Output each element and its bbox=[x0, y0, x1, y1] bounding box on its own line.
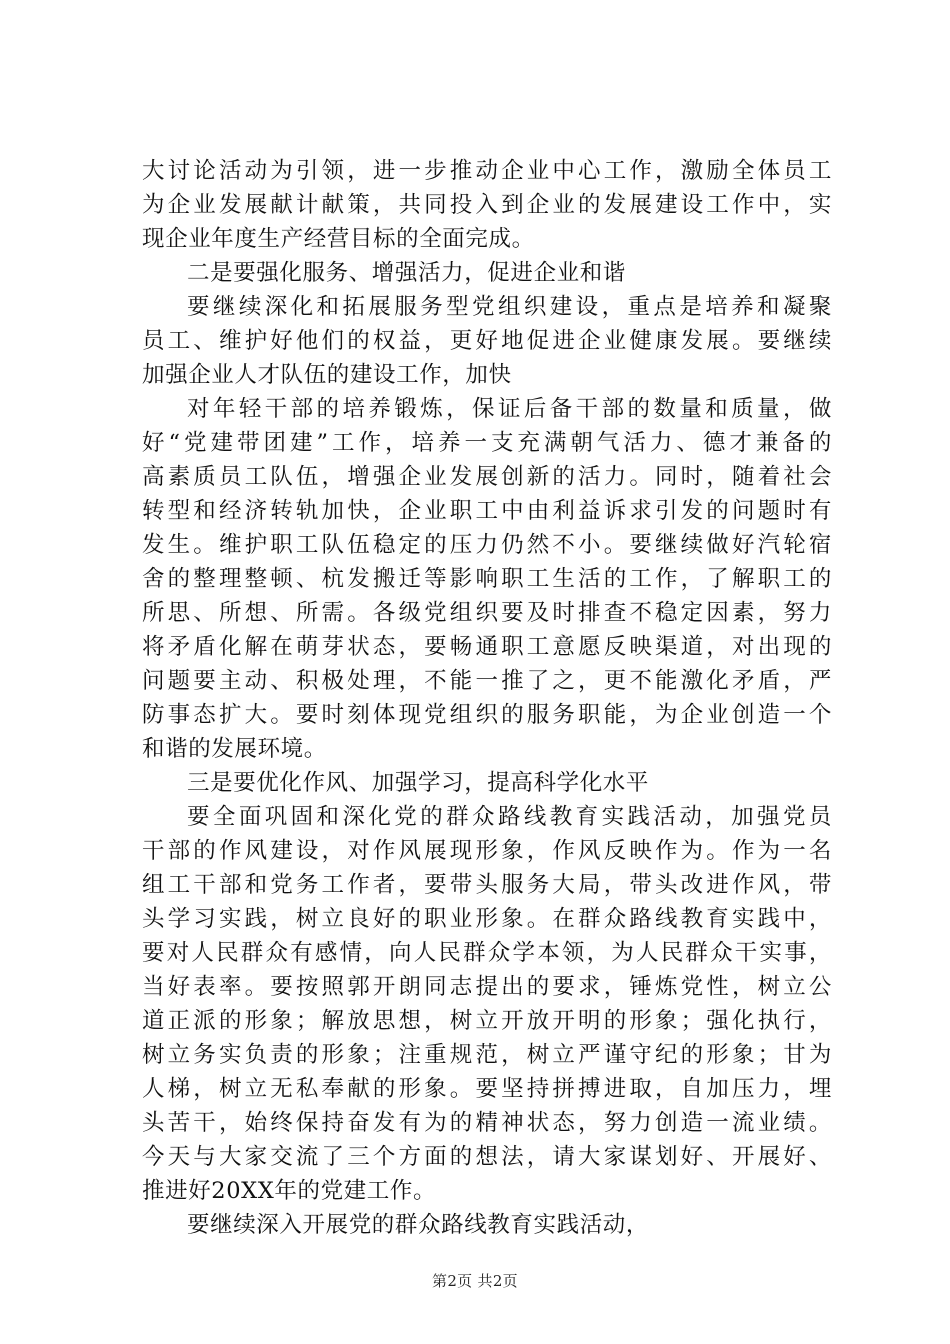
text-line: 组工干部和党务工作者，要带头服务大局，带头改进作风，带 bbox=[142, 872, 832, 898]
body-text bbox=[142, 154, 832, 1242]
text-line: 三是要优化作风、加强学习，提高科学化水平 bbox=[187, 770, 650, 796]
text-line: 干部的作风建设，对作风展现形象，作风反映作为。作为一名 bbox=[142, 838, 832, 864]
text-line: 推进好20XX年的党建工作。 bbox=[142, 1178, 437, 1204]
text-line: 大讨论活动为引领，进一步推动企业中心工作，激励全体员工 bbox=[142, 158, 832, 184]
text-line: 防事态扩大。要时刻体现党组织的服务职能，为企业创造一个 bbox=[142, 702, 832, 728]
text-line: 当好表率。要按照郭开朗同志提出的要求，锤炼党性，树立公 bbox=[142, 974, 832, 1000]
text-line: 要全面巩固和深化党的群众路线教育实践活动，加强党员 bbox=[187, 804, 832, 830]
text-line: 要继续深入开展党的群众路线教育实践活动， bbox=[187, 1212, 650, 1238]
text-line: 今天与大家交流了三个方面的想法，请大家谋划好、开展好、 bbox=[142, 1144, 832, 1170]
text-line: 所思、所想、所需。各级党组织要及时排查不稳定因素，努力 bbox=[142, 600, 832, 626]
text-line: 问题要主动、积极处理，不能一推了之，更不能激化矛盾，严 bbox=[142, 668, 832, 694]
text-line: 对年轻干部的培养锻炼，保证后备干部的数量和质量，做 bbox=[187, 396, 832, 422]
text-line: 好“党建带团建”工作，培养一支充满朝气活力、德才兼备的 bbox=[142, 430, 832, 456]
text-line: 发生。维护职工队伍稳定的压力仍然不小。要继续做好汽轮宿 bbox=[142, 532, 832, 558]
text-line: 为企业发展献计献策，共同投入到企业的发展建设工作中，实 bbox=[142, 192, 832, 218]
text-line: 要对人民群众有感情，向人民群众学本领，为人民群众干实事， bbox=[142, 940, 832, 966]
text-line: 现企业年度生产经营目标的全面完成。 bbox=[142, 226, 535, 252]
text-line: 员工、维护好他们的权益，更好地促进企业健康发展。要继续 bbox=[142, 328, 832, 354]
text-line: 舍的整理整顿、杭发搬迁等影响职工生活的工作，了解职工的 bbox=[142, 566, 832, 592]
text-line: 树立务实负责的形象；注重规范，树立严谨守纪的形象；甘为 bbox=[142, 1042, 832, 1068]
text-line: 高素质员工队伍，增强企业发展创新的活力。同时，随着社会 bbox=[142, 464, 832, 490]
text-line: 将矛盾化解在萌芽状态，要畅通职工意愿反映渠道，对出现的 bbox=[142, 634, 832, 660]
text-line: 和谐的发展环境。 bbox=[142, 736, 327, 762]
text-line: 加强企业人才队伍的建设工作，加快 bbox=[142, 362, 512, 388]
text-line: 道正派的形象；解放思想，树立开放开明的形象；强化执行， bbox=[142, 1008, 832, 1034]
text-line: 转型和经济转轨加快，企业职工中由利益诉求引发的问题时有 bbox=[142, 498, 832, 524]
page-footer: 第2页 共2页 bbox=[432, 1272, 518, 1290]
text-line: 头学习实践，树立良好的职业形象。在群众路线教育实践中， bbox=[142, 906, 832, 932]
text-line: 头苦干，始终保持奋发有为的精神状态，努力创造一流业绩。 bbox=[142, 1110, 832, 1136]
text-line: 人梯，树立无私奉献的形象。要坚持拼搏进取，自加压力，埋 bbox=[142, 1076, 832, 1102]
text-line: 要继续深化和拓展服务型党组织建设，重点是培养和凝聚 bbox=[187, 294, 832, 320]
text-line: 二是要强化服务、增强活力，促进企业和谐 bbox=[187, 260, 626, 286]
